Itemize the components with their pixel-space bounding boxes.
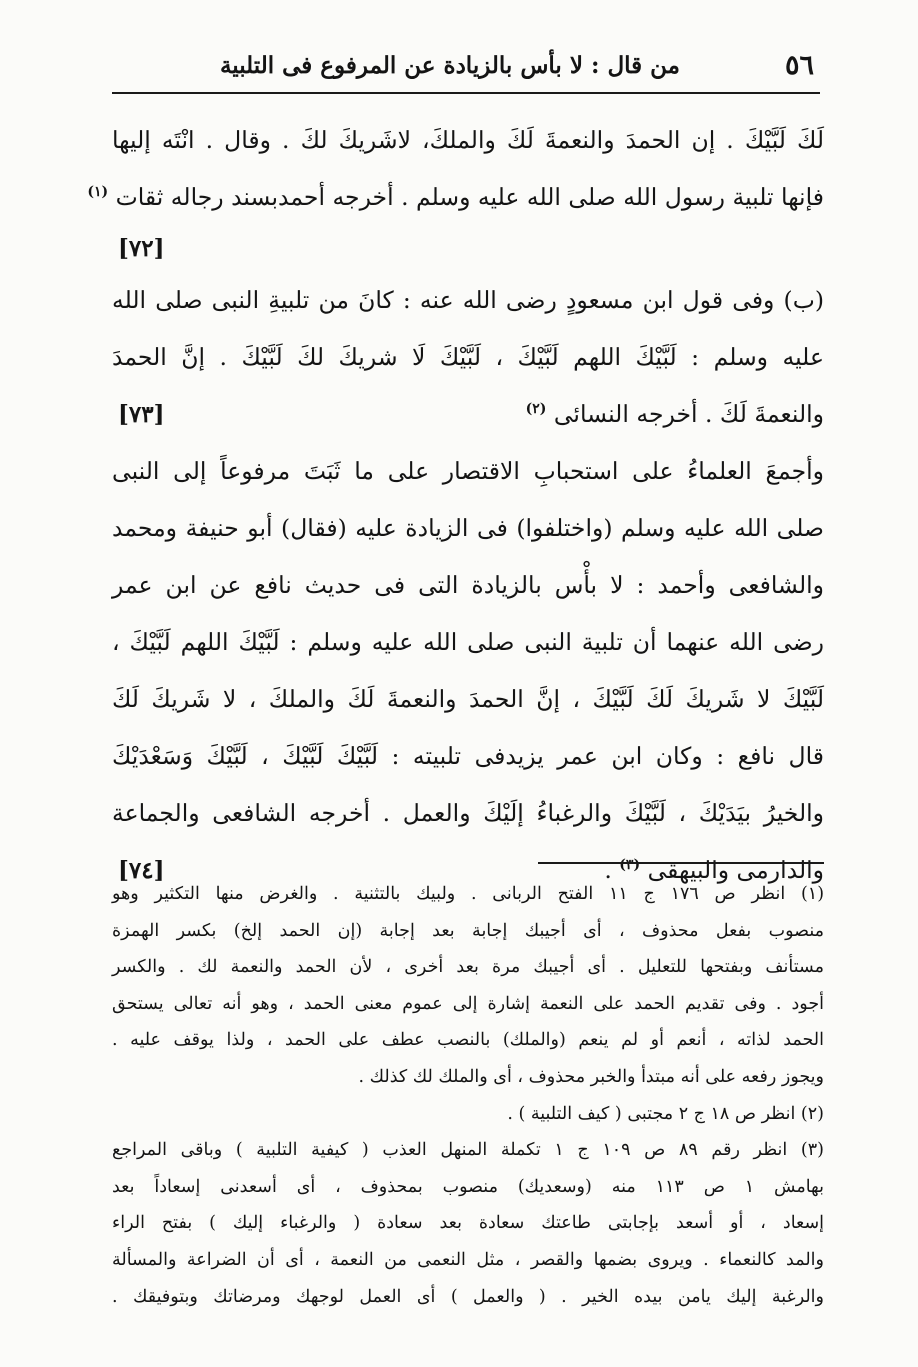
footnote-line: منصوب بفعل محذوف ، أى أجيبك إجابة بعد إجابة (إن الحمد إلخ) بكسر الهمزة xyxy=(112,920,824,941)
footnote-line: بهامش ١ ص ١١٣ منه (وسعديك) منصوب بمحذوف ، أى أسعدنى إسعاداً بعد xyxy=(112,1176,824,1197)
page-number: ٥٦ xyxy=(784,50,814,81)
footnote-line: ويجوز رفعه على أنه مبتدأ والخبر محذوف ، أى والملك لك كذلك . xyxy=(358,1066,824,1087)
text-line: لَبَّيْكَ لا شَريكَ لَكَ لَبَّيْكَ ، إنَّ الحمدَ والنعمةَ لَكَ والملكَ ، لا شَريكَ لَكَ xyxy=(112,685,824,713)
footnote-divider xyxy=(538,862,824,864)
running-title: من قال : لا بأس بالزيادة عن المرفوع فى التلبية xyxy=(219,52,680,79)
hadith-number-row xyxy=(112,226,824,272)
text-line: صلى الله عليه وسلم (واختلفوا) فى الزيادة عليه (فقال) أبو حنيفة ومحمد xyxy=(112,514,824,542)
footnote-mark: (١) xyxy=(87,184,109,201)
footnote-line: أجود . وفى تقديم الحمد على النعمة إشارة إلى عموم معنى الحمد ، وهو أنه تعالى يستحق xyxy=(112,993,824,1014)
footnote-line: الحمد لذاته ، أنعم أو لم ينعم (والملك) بالنصب عطف على الحمد ، ولذا يوقف عليه . xyxy=(112,1030,824,1051)
page-header xyxy=(112,44,820,94)
footnote-line: (١) انظر ص ١٧٦ ج ١١ الفتح الربانى . ولبيك بالتثنية . والغرض منها التكثير وهو xyxy=(112,884,825,904)
footnote-line: (٣) انظر رقم ٨٩ ص ١٠٩ ج ١ تكملة المنهل العذب ( كيفية التلبية ) وباقى المراجع xyxy=(112,1140,824,1161)
hadith-number: [٧٤] xyxy=(118,857,165,884)
footnote-line: (٢) انظر ص ١٨ ج ٢ مجتبى ( كيف التلبية ) . xyxy=(507,1103,824,1124)
footnote-line: والمد كالنعماء . ويروى بضمها والقصر ، مثل النعمى من النعمة ، أى أن الضراعة والمسألة xyxy=(112,1249,824,1270)
hadith-number: [٧٢] xyxy=(118,235,165,262)
footnote-line: مستأنف وبفتحها للتعليل . أى أجيبك مرة بعد أخرى ، لأن الحمد والنعمة لك . والكسر xyxy=(112,957,824,978)
text-line: والدارمى والبيهقى $^{(٣)}$ . [٧٤] xyxy=(112,842,824,899)
text-line: رضى الله عنهما أن تلبية النبى صلى الله عليه وسلم : لَبَّيْكَ اللهم لَبَّيْكَ ، xyxy=(112,628,824,656)
footnote-mark: (٣) xyxy=(619,857,641,874)
footnote-mark: (٢) xyxy=(525,401,547,418)
footnotes xyxy=(112,876,824,1315)
text-line: والنعمةَ لَكَ . أخرجه النسائى $^{(٢)}$ [٧٣] xyxy=(112,386,824,443)
text-line: (ب) وفى قول ابن مسعودٍ رضى الله عنه : كانَ من تلبيةِ النبى صلى الله xyxy=(112,286,824,314)
footnote-line: إسعاد ، أو أسعد بإجابتى طاعتك سعادة بعد سعادة ( والرغباء إليك ) بفتح الراء xyxy=(112,1213,824,1234)
main-text xyxy=(87,112,824,899)
text-line: وأجمعَ العلماءُ على استحبابِ الاقتصار على ما ثَبَتَ مرفوعاً إلى النبى xyxy=(112,457,824,485)
text-line: والخيرُ بيَدَيْكَ ، لَبَّيْكَ والرغباءُ إلَيْكَ والعمل . أخرجه الشافعى والجماعة xyxy=(112,799,824,827)
hadith-number: [٧٣] xyxy=(118,401,165,428)
text-line: والشافعى وأحمد : لا بأْس بالزيادة التى فى حديث نافع عن ابن عمر xyxy=(112,571,824,599)
text-line: قال نافع : وكان ابن عمر يزيدفى تلبيته : لَبَّيْكَ لَبَّيْكَ ، لَبَّيْكَ وَسَعْدَيْكَ xyxy=(112,742,824,770)
footnote-line: والرغبة إليك يامن بيده الخير . ( والعمل ) أى العمل لوجهك ومرضاتك وبتوفيقك . xyxy=(112,1286,824,1307)
text-line: لَكَ لَبَّيْكَ . إن الحمدَ والنعمةَ لَكَ والملكَ، لاشَريكَ لكَ . وقال . انْتَه إليها xyxy=(112,126,824,154)
text-line: فإنها تلبية رسول الله صلى الله عليه وسلم . أخرجه أحمدبسند رجاله ثقات $^{(١)}$ xyxy=(87,183,824,211)
text-line: عليه وسلم : لَبَّيْكَ اللهم لَبَّيْكَ ، لَبَّيْكَ لَا شريكَ لكَ لَبَّيْكَ . إنَّ الحمدَ xyxy=(112,343,824,371)
